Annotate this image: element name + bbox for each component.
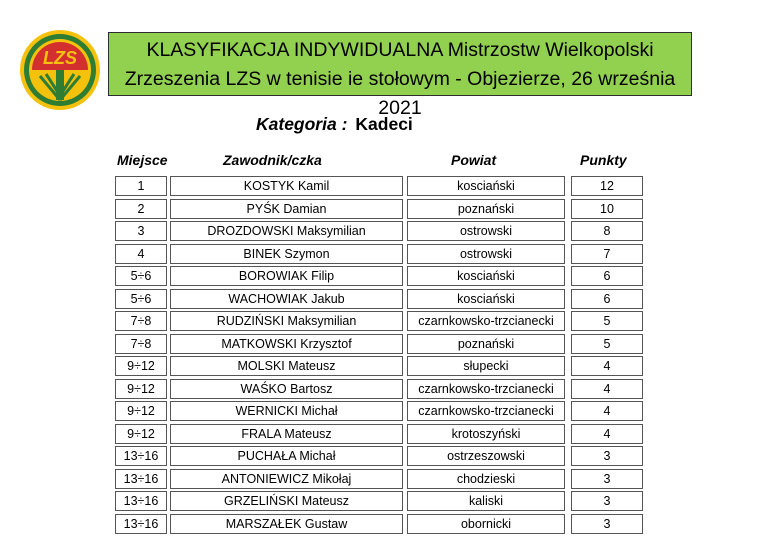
place-cell: 13÷16 (115, 514, 167, 534)
place-cell: 9÷12 (115, 356, 167, 376)
county-cell: czarnkowsko-trzcianecki (407, 379, 565, 399)
points-cell: 3 (571, 514, 643, 534)
player-cell: MATKOWSKI Krzysztof (170, 334, 403, 354)
title-line-2: Zrzeszenia LZS w tenisie ie stołowym - Objezierze, 26 września (124, 68, 676, 90)
title-line-1: KLASYFIKACJA INDYWIDUALNA Mistrzostw Wielkopolski (146, 39, 654, 61)
county-cell: czarnkowsko-trzcianecki (407, 311, 565, 331)
county-cell: kosciański (407, 176, 565, 196)
place-cell: 9÷12 (115, 424, 167, 444)
points-cell: 3 (571, 491, 643, 511)
header-county: Powiat (451, 152, 497, 168)
points-cell: 6 (571, 289, 643, 309)
logo-text: LZS (43, 48, 77, 68)
county-cell: kosciański (407, 266, 565, 286)
table-row (0, 244, 776, 267)
category-heading (256, 114, 413, 135)
points-cell: 5 (571, 311, 643, 331)
player-cell: KOSTYK Kamil (170, 176, 403, 196)
table-row (0, 266, 776, 289)
points-cell: 4 (571, 424, 643, 444)
county-cell: krotoszyński (407, 424, 565, 444)
place-cell: 1 (115, 176, 167, 196)
table-row (0, 176, 776, 199)
points-cell: 4 (571, 379, 643, 399)
points-cell: 5 (571, 334, 643, 354)
player-cell: RUDZIŃSKI Maksymilian (170, 311, 403, 331)
table-row (0, 356, 776, 379)
player-cell: BINEK Szymon (170, 244, 403, 264)
place-cell: 9÷12 (115, 379, 167, 399)
points-cell: 4 (571, 356, 643, 376)
player-cell: WACHOWIAK Jakub (170, 289, 403, 309)
title-banner (108, 32, 692, 119)
place-cell: 13÷16 (115, 446, 167, 466)
table-row (0, 311, 776, 334)
player-cell: PUCHAŁA Michał (170, 446, 403, 466)
table-row (0, 289, 776, 312)
player-cell: WERNICKI Michał (170, 401, 403, 421)
county-cell: czarnkowsko-trzcianecki (407, 401, 565, 421)
place-cell: 13÷16 (115, 469, 167, 489)
place-cell: 9÷12 (115, 401, 167, 421)
county-cell: chodzieski (407, 469, 565, 489)
place-cell: 7÷8 (115, 334, 167, 354)
place-cell: 4 (115, 244, 167, 264)
points-cell: 10 (571, 199, 643, 219)
county-cell: obornicki (407, 514, 565, 534)
header-place: Miejsce (117, 152, 168, 168)
county-cell: ostrowski (407, 221, 565, 241)
table-row (0, 514, 776, 537)
place-cell: 13÷16 (115, 491, 167, 511)
table-row (0, 469, 776, 492)
points-cell: 4 (571, 401, 643, 421)
player-cell: MARSZAŁEK Gustaw (170, 514, 403, 534)
points-cell: 12 (571, 176, 643, 196)
county-cell: poznański (407, 334, 565, 354)
table-row (0, 334, 776, 357)
table-row (0, 424, 776, 447)
player-cell: DROZDOWSKI Maksymilian (170, 221, 403, 241)
table-row (0, 401, 776, 424)
place-cell: 5÷6 (115, 266, 167, 286)
player-cell: WAŚKO Bartosz (170, 379, 403, 399)
header-player: Zawodnik/czka (223, 152, 322, 168)
table-row (0, 199, 776, 222)
points-cell: 8 (571, 221, 643, 241)
points-cell: 7 (571, 244, 643, 264)
table-row (0, 221, 776, 244)
county-cell: ostrowski (407, 244, 565, 264)
player-cell: PYŚK Damian (170, 199, 403, 219)
county-cell: poznański (407, 199, 565, 219)
table-row (0, 379, 776, 402)
category-value: Kadeci (355, 114, 413, 134)
player-cell: GRZELIŃSKI Mateusz (170, 491, 403, 511)
place-cell: 3 (115, 221, 167, 241)
place-cell: 5÷6 (115, 289, 167, 309)
place-cell: 7÷8 (115, 311, 167, 331)
player-cell: BOROWIAK Filip (170, 266, 403, 286)
player-cell: ANTONIEWICZ Mikołaj (170, 469, 403, 489)
lzs-logo (18, 28, 102, 112)
table-row (0, 491, 776, 514)
county-cell: kaliski (407, 491, 565, 511)
county-cell: ostrzeszowski (407, 446, 565, 466)
points-cell: 6 (571, 266, 643, 286)
header-points: Punkty (580, 152, 627, 168)
place-cell: 2 (115, 199, 167, 219)
table-row (0, 446, 776, 469)
category-label: Kategoria : (256, 114, 348, 134)
points-cell: 3 (571, 446, 643, 466)
player-cell: MOLSKI Mateusz (170, 356, 403, 376)
county-cell: słupecki (407, 356, 565, 376)
county-cell: kosciański (407, 289, 565, 309)
points-cell: 3 (571, 469, 643, 489)
player-cell: FRALA Mateusz (170, 424, 403, 444)
title-line-3: 2021 (378, 97, 422, 119)
